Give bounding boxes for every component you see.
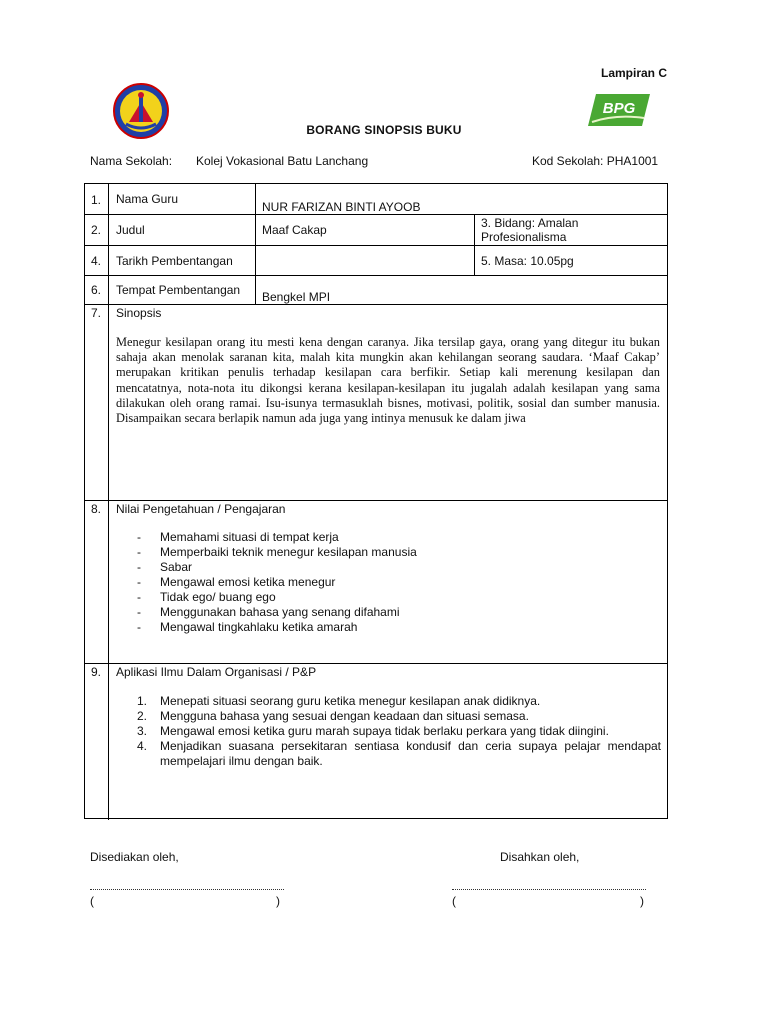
list-item-text: Mengguna bahasa yang sesuai dengan keadaan dan situasi semasa. bbox=[160, 709, 529, 723]
presentation-date-label: Tarikh Pembentangan bbox=[116, 254, 233, 268]
prepared-name-open-paren: ( bbox=[90, 894, 94, 908]
prepared-signature-line bbox=[90, 889, 284, 890]
bpg-logo-text: BPG bbox=[602, 100, 636, 117]
list-item-text: Menjadikan suasana persekitaran sentiasa kondusif dan ceria supaya pelajar mendapat mempelajari ilmu dengan baik. bbox=[160, 739, 661, 768]
synopsis-form-table bbox=[84, 183, 668, 819]
row-number: 1. bbox=[91, 193, 102, 207]
list-item bbox=[137, 694, 661, 709]
list-item bbox=[137, 739, 661, 769]
row-number: 2. bbox=[91, 223, 102, 237]
school-name-label: Nama Sekolah: bbox=[90, 154, 173, 168]
list-item bbox=[137, 724, 661, 739]
form-title: BORANG SINOPSIS BUKU bbox=[306, 123, 462, 137]
approved-by-label: Disahkan oleh, bbox=[500, 850, 580, 864]
list-item: - Memahami situasi di tempat kerja bbox=[137, 530, 417, 545]
appendix-label: Lampiran C bbox=[601, 66, 668, 80]
presentation-time: 5. Masa: 10.05pg bbox=[481, 254, 574, 268]
application-list bbox=[137, 694, 661, 769]
row-number: 4. bbox=[91, 254, 102, 268]
list-item: - Mengawal emosi ketika menegur bbox=[137, 575, 417, 590]
application-label: Aplikasi Ilmu Dalam Organisasi / P&P bbox=[116, 665, 317, 679]
prepared-name-close-paren: ) bbox=[276, 894, 280, 908]
list-item-number: 4. bbox=[137, 739, 148, 753]
title-label: Judul bbox=[116, 223, 145, 237]
list-item-text: Menepati situasi seorang guru ketika menegur kesilapan anak didiknya. bbox=[160, 694, 541, 708]
approved-name-open-paren: ( bbox=[452, 894, 456, 908]
row-number: 8. bbox=[91, 502, 102, 516]
list-item: - Mengawal tingkahlaku ketika amarah bbox=[137, 620, 417, 635]
synopsis-label: Sinopsis bbox=[116, 306, 162, 320]
school-name-value: Kolej Vokasional Batu Lanchang bbox=[196, 154, 369, 168]
values-label: Nilai Pengetahuan / Pengajaran bbox=[116, 502, 286, 516]
list-item: - Tidak ego/ buang ego bbox=[137, 590, 417, 605]
list-item: - Menggunakan bahasa yang senang difahami bbox=[137, 605, 417, 620]
row-number: 9. bbox=[91, 665, 102, 679]
synopsis-text: Menegur kesilapan orang itu mesti kena dengan caranya. Jika tersilap gaya, orang yang ditegur itu bukan sahaja akan menolak saranan kita, malah kita mungkin akan kehilangan seorang saudara. ‘Maaf Cakap’ merupakan kritikan penulis terhadap kesilapan cara berfikir. Setiap kali merenung kesilapan dan mencatatnya, nota-nota itu dikongsi kerana kesilapan-kesilapan itu jugalah adalah kesilapan yang sama dilakukan oleh orang ramai. Isu-isunya termasuklah bisnes, motivasi, politik, sosial dan sumber manusia. Disampaikan secara berlapik namun ada juga yang intinya menusuk ke dalam jiwa bbox=[116, 335, 660, 426]
approved-signature-line bbox=[452, 889, 646, 890]
row-number: 6. bbox=[91, 283, 102, 297]
approved-name-close-paren: ) bbox=[640, 894, 644, 908]
values-list bbox=[137, 530, 417, 635]
teacher-name-label: Nama Guru bbox=[116, 192, 179, 206]
list-item: - Memperbaiki teknik menegur kesilapan manusia bbox=[137, 545, 417, 560]
row-number: 7. bbox=[91, 306, 102, 320]
list-item-number: 1. bbox=[137, 694, 148, 708]
list-item bbox=[137, 709, 661, 724]
field-label: 3. Bidang: Amalan Profesionalisma bbox=[481, 216, 579, 244]
list-item-text: Mengawal emosi ketika guru marah supaya tidak berlaku perkara yang tidak diingini. bbox=[160, 724, 609, 738]
title-value: Maaf Cakap bbox=[262, 223, 327, 237]
list-item-number: 2. bbox=[137, 709, 148, 723]
school-code: Kod Sekolah: PHA1001 bbox=[532, 154, 659, 168]
prepared-by-label: Disediakan oleh, bbox=[90, 850, 179, 864]
presentation-venue-label: Tempat Pembentangan bbox=[116, 283, 241, 297]
presentation-venue-value: Bengkel MPI bbox=[262, 290, 331, 304]
list-item: - Sabar bbox=[137, 560, 417, 575]
list-item-number: 3. bbox=[137, 724, 148, 738]
teacher-name-value: NUR FARIZAN BINTI AYOOB bbox=[262, 200, 421, 214]
